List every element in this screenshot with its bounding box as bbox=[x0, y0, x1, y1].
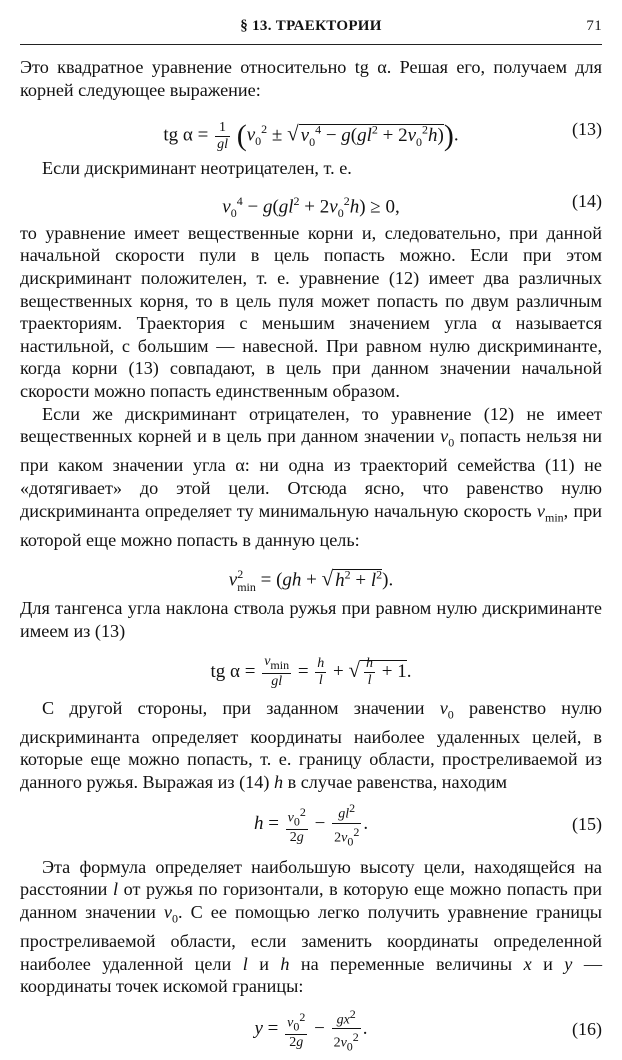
symbol-v0: v bbox=[439, 697, 448, 718]
paragraph-5: Для тангенса угла наклона ствола ружья при равном нулю дискриминанте имеем из (13) bbox=[20, 598, 602, 641]
symbol-v0: v bbox=[163, 901, 172, 922]
section-title: § 13. ТРАЕКТОРИИ bbox=[240, 18, 382, 34]
paragraph-7-part-d: и bbox=[247, 953, 281, 974]
equation-16: y = $\frac{v_0^2}{2g}$ − $\frac{gx^2}{2v_0^2}$ . (16) bbox=[20, 1002, 602, 1056]
symbol-v0-subscript: 0 bbox=[448, 435, 455, 450]
paragraph-7-part-f: и bbox=[531, 953, 565, 974]
symbol-vmin-subscript: min bbox=[544, 510, 564, 525]
paragraph-4-part-c: , при которой еще можно попасть в данную цель: bbox=[20, 500, 602, 550]
equation-number-16: (16) bbox=[572, 1018, 602, 1039]
page-number: 71 bbox=[586, 18, 602, 34]
paragraph-4-part-b: попасть нельзя ни при каком значении угла α: ни одна из траекторий семейства (11) не «дотягивает» до этой цели. Отсюда ясно, что равенство нулю дискриминанта определяет ту минимальную начальную скорость bbox=[20, 426, 603, 521]
paragraph-1: Это квадратное уравнение относительно tg α. Решая его, получаем для корней следующее выражение: bbox=[20, 57, 602, 100]
paragraph-7-part-a: Эта формула определяет наибольшую высоту цели, находящейся на расстоянии bbox=[20, 856, 602, 900]
paragraph-6-part-c: в случае равенства, находим bbox=[283, 771, 508, 792]
page-body bbox=[20, 56, 602, 1060]
header-rule bbox=[20, 44, 602, 45]
symbol-v0-subscript: 0 bbox=[171, 911, 178, 926]
equation-number-15: (15) bbox=[572, 813, 602, 834]
symbol-x: x bbox=[523, 953, 532, 974]
paragraph-6-part-b: равенство нулю дискриминанта определяет координаты наиболее удаленных целей, в которые еще можно попасть, т. е. границу области, простреливаемой из данного ружья. Выражая из (14) bbox=[20, 697, 602, 792]
symbol-l: l bbox=[242, 953, 248, 974]
symbol-l: l bbox=[112, 879, 118, 900]
symbol-h: h bbox=[273, 771, 284, 792]
paragraph-4 bbox=[20, 403, 602, 552]
equation-tan-alpha: tg α = $\frac{v_{min}}{gl}$ = $\frac{h}{l}$ + √ $\frac{h}{l}$ + 1. bbox=[210, 654, 412, 690]
paragraph-6 bbox=[20, 697, 602, 794]
equation-number-14: (14) bbox=[572, 190, 602, 211]
symbol-vmin: v bbox=[536, 500, 545, 521]
paragraph-2: Если дискриминант неотрицателен, т. е. bbox=[42, 158, 352, 179]
equation-15: h = $\frac{v_0^2}{2g}$ − $\frac{gl^2}{2v_0^2}$ . (15) bbox=[20, 798, 602, 850]
paragraph-7-part-e: на переменные величины bbox=[289, 953, 524, 974]
symbol-v0-subscript: 0 bbox=[447, 707, 454, 722]
equation-14: $v_0^4 - g(gl^2 + 2v_0^2h) \ge 0$, (14) bbox=[20, 184, 602, 218]
symbol-h: h bbox=[280, 953, 290, 974]
running-header bbox=[20, 12, 602, 38]
paragraph-6-part-a: С другой стороны, при заданном значении bbox=[42, 697, 440, 718]
symbol-y: y bbox=[564, 953, 573, 974]
paragraph-7-part-g: — координаты точек искомой границы: bbox=[20, 953, 603, 997]
equation-vmin: $v^2_{min} = (gh$ + √ $h^2 + l^2$). bbox=[228, 566, 394, 594]
paragraph-7-part-b: от ружья по горизонтали, в которую еще можно попасть при данном значении bbox=[20, 879, 602, 922]
paragraph-4-part-a: Если же дискриминант отрицателен, то уравнение (12) не имеет вещественных корней и в цель при данном значении bbox=[20, 403, 602, 447]
equation-number-13: (13) bbox=[572, 119, 602, 140]
paragraph-7 bbox=[20, 856, 602, 998]
equation-13: tg α = $\frac{1}{gl}$ ($v_0^2$ ± √ $v_0^4 - g(gl^2 + 2v_0^2h)$). (13) bbox=[20, 105, 602, 153]
paragraph-7-part-c: . С ее помощью легко получить уравнение границы простреливаемой области, если заменить координаты определенной наиболее удаленной цели bbox=[20, 901, 602, 974]
symbol-v0: v bbox=[440, 426, 449, 447]
paragraph-3: то уравнение имеет вещественные корни и, следовательно, при данной начальной скорости пули в цель попасть можно. Если при этом дискриминант положителен, т. е. уравнение (12) имеет два различных вещественных корня, то в цель пуля может попасть по двум различным траекториям. Траектория с меньшим значением угла α называется настильной, с большим — навесной. При равном нулю дискриминанте, когда корни (13) совпадают, в цель при данном значении начальной скорости можно попасть единственным образом. bbox=[20, 222, 602, 401]
